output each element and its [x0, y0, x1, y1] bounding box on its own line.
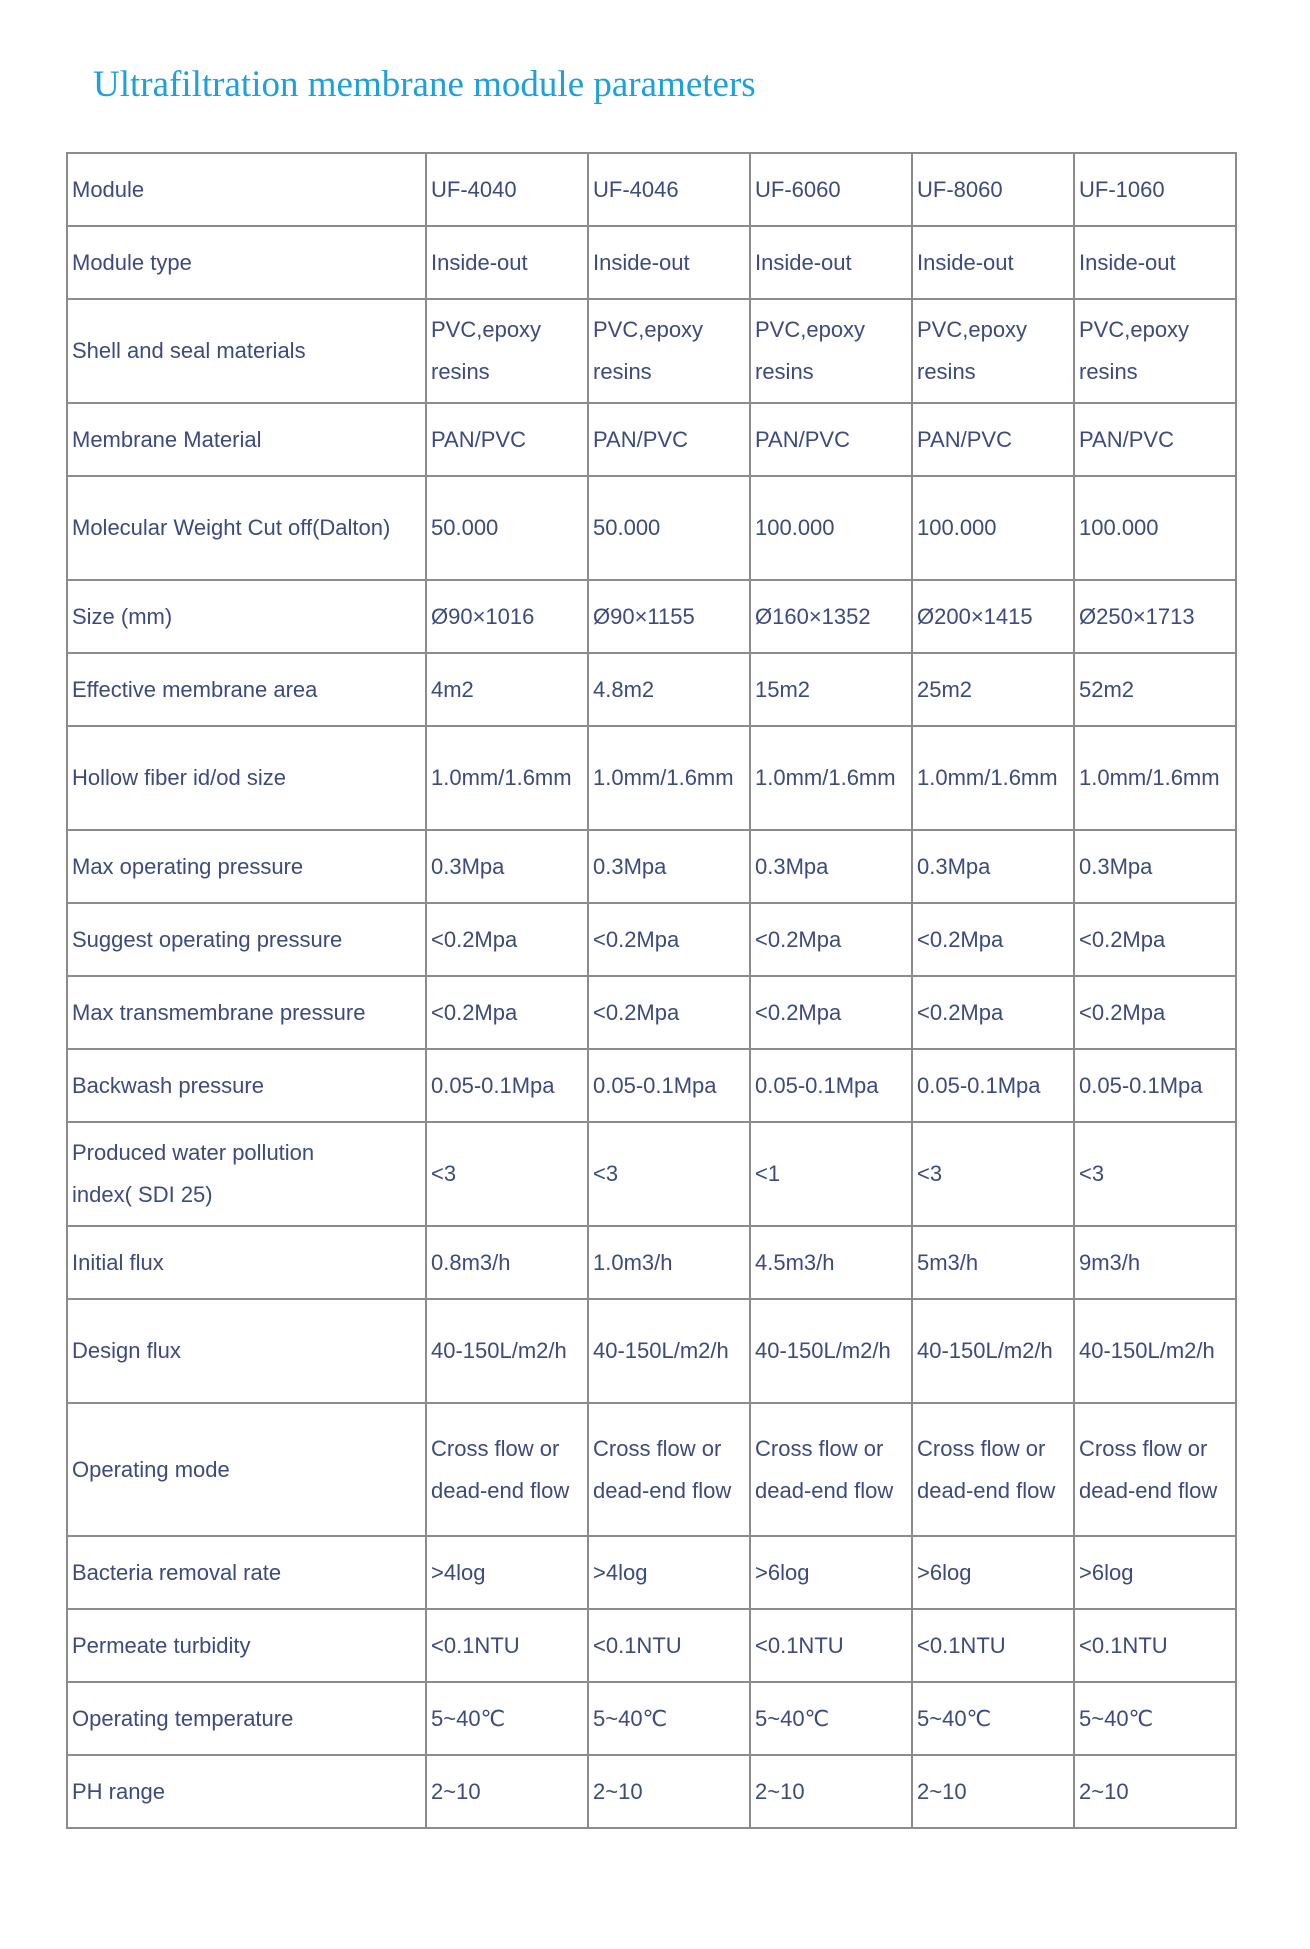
table-cell: PAN/PVC: [750, 403, 912, 476]
table-cell: Ø90×1155: [588, 580, 750, 653]
table-row: [67, 153, 1236, 226]
table-cell: PVC,epoxy resins: [750, 299, 912, 403]
table-cell: 1.0mm/1.6mm: [1074, 726, 1236, 830]
table-cell: 40-150L/m2/h: [1074, 1299, 1236, 1403]
row-label: Operating mode: [67, 1403, 426, 1536]
table-cell: >6log: [750, 1536, 912, 1609]
table-cell: 5~40℃: [426, 1682, 588, 1755]
table-cell: PAN/PVC: [912, 403, 1074, 476]
table-row: [67, 1122, 1236, 1226]
table-cell: <0.1NTU: [912, 1609, 1074, 1682]
table-cell: UF-8060: [912, 153, 1074, 226]
row-label: Design flux: [67, 1299, 426, 1403]
table-cell: Inside-out: [588, 226, 750, 299]
table-cell: 50.000: [426, 476, 588, 580]
table-cell: 0.05-0.1Mpa: [1074, 1049, 1236, 1122]
table-cell: 2~10: [426, 1755, 588, 1828]
table-cell: 1.0mm/1.6mm: [426, 726, 588, 830]
table-cell: <1: [750, 1122, 912, 1226]
table-row: [67, 226, 1236, 299]
table-cell: 52m2: [1074, 653, 1236, 726]
row-label: Shell and seal materials: [67, 299, 426, 403]
table-cell: <0.1NTU: [426, 1609, 588, 1682]
table-row: [67, 1299, 1236, 1403]
table-cell: 0.3Mpa: [588, 830, 750, 903]
row-label: Hollow fiber id/od size: [67, 726, 426, 830]
table-cell: <0.2Mpa: [750, 903, 912, 976]
table-cell: <3: [912, 1122, 1074, 1226]
table-row: [67, 1536, 1236, 1609]
table-cell: Cross flow or dead-end flow: [750, 1403, 912, 1536]
table-row: [67, 903, 1236, 976]
table-cell: 0.3Mpa: [1074, 830, 1236, 903]
table-cell: <0.2Mpa: [588, 903, 750, 976]
table-cell: Inside-out: [750, 226, 912, 299]
page-title: Ultrafiltration membrane module parameters: [93, 64, 756, 105]
table-row: [67, 976, 1236, 1049]
table-cell: UF-1060: [1074, 153, 1236, 226]
table-cell: 2~10: [588, 1755, 750, 1828]
table-row: [67, 726, 1236, 830]
row-label: Bacteria removal rate: [67, 1536, 426, 1609]
table-cell: UF-4046: [588, 153, 750, 226]
row-label: Operating temperature: [67, 1682, 426, 1755]
table-cell: >4log: [588, 1536, 750, 1609]
table-cell: <0.1NTU: [750, 1609, 912, 1682]
table-row: [67, 1755, 1236, 1828]
table-cell: 5~40℃: [588, 1682, 750, 1755]
table-cell: Ø90×1016: [426, 580, 588, 653]
table-cell: 0.8m3/h: [426, 1226, 588, 1299]
table-cell: >4log: [426, 1536, 588, 1609]
table-cell: 1.0mm/1.6mm: [750, 726, 912, 830]
table-cell: 15m2: [750, 653, 912, 726]
row-label: Module: [67, 153, 426, 226]
table-cell: 40-150L/m2/h: [912, 1299, 1074, 1403]
table-cell: Inside-out: [1074, 226, 1236, 299]
table-cell: <0.2Mpa: [912, 903, 1074, 976]
table-cell: 4.8m2: [588, 653, 750, 726]
parameters-table: [66, 152, 1237, 1829]
table-row: [67, 403, 1236, 476]
table-row: [67, 1682, 1236, 1755]
row-label: PH range: [67, 1755, 426, 1828]
table-cell: 9m3/h: [1074, 1226, 1236, 1299]
table-cell: 1.0mm/1.6mm: [912, 726, 1074, 830]
table-cell: <0.2Mpa: [750, 976, 912, 1049]
table-cell: 1.0m3/h: [588, 1226, 750, 1299]
row-label: Effective membrane area: [67, 653, 426, 726]
table-cell: 100.000: [912, 476, 1074, 580]
table-cell: Cross flow or dead-end flow: [1074, 1403, 1236, 1536]
table-row: [67, 580, 1236, 653]
table-row: [67, 1403, 1236, 1536]
table-cell: Cross flow or dead-end flow: [912, 1403, 1074, 1536]
table-cell: PVC,epoxy resins: [1074, 299, 1236, 403]
table-cell: 40-150L/m2/h: [426, 1299, 588, 1403]
row-label: Membrane Material: [67, 403, 426, 476]
table-row: [67, 1226, 1236, 1299]
row-label: Backwash pressure: [67, 1049, 426, 1122]
table-row: [67, 1049, 1236, 1122]
table-cell: 1.0mm/1.6mm: [588, 726, 750, 830]
table-cell: Inside-out: [426, 226, 588, 299]
table-cell: UF-6060: [750, 153, 912, 226]
table-cell: >6log: [912, 1536, 1074, 1609]
table-cell: <3: [426, 1122, 588, 1226]
table-cell: <0.2Mpa: [912, 976, 1074, 1049]
table-cell: PAN/PVC: [1074, 403, 1236, 476]
table-cell: 0.05-0.1Mpa: [912, 1049, 1074, 1122]
table-cell: <0.1NTU: [1074, 1609, 1236, 1682]
table-cell: 50.000: [588, 476, 750, 580]
table-cell: 5~40℃: [1074, 1682, 1236, 1755]
table-cell: 2~10: [912, 1755, 1074, 1828]
table-cell: 0.3Mpa: [426, 830, 588, 903]
table-cell: Cross flow or dead-end flow: [426, 1403, 588, 1536]
table-cell: <0.2Mpa: [1074, 976, 1236, 1049]
table-cell: PVC,epoxy resins: [426, 299, 588, 403]
table-cell: 0.3Mpa: [750, 830, 912, 903]
table-row: [67, 830, 1236, 903]
table-cell: 25m2: [912, 653, 1074, 726]
table-cell: <0.2Mpa: [426, 976, 588, 1049]
table-cell: 5~40℃: [912, 1682, 1074, 1755]
table-cell: 0.3Mpa: [912, 830, 1074, 903]
table-cell: Ø200×1415: [912, 580, 1074, 653]
row-label: Module type: [67, 226, 426, 299]
table-row: [67, 299, 1236, 403]
table-cell: <0.2Mpa: [588, 976, 750, 1049]
row-label: Permeate turbidity: [67, 1609, 426, 1682]
table-cell: Ø160×1352: [750, 580, 912, 653]
table-row: [67, 653, 1236, 726]
table-cell: 5~40℃: [750, 1682, 912, 1755]
table-cell: 0.05-0.1Mpa: [750, 1049, 912, 1122]
table-cell: 5m3/h: [912, 1226, 1074, 1299]
table-cell: 40-150L/m2/h: [750, 1299, 912, 1403]
table-cell: <0.2Mpa: [426, 903, 588, 976]
table-cell: Inside-out: [912, 226, 1074, 299]
table-cell: >6log: [1074, 1536, 1236, 1609]
table-cell: PVC,epoxy resins: [588, 299, 750, 403]
table-cell: Ø250×1713: [1074, 580, 1236, 653]
row-label: Max operating pressure: [67, 830, 426, 903]
table-cell: UF-4040: [426, 153, 588, 226]
row-label: Size (mm): [67, 580, 426, 653]
table-cell: <0.2Mpa: [1074, 903, 1236, 976]
table-row: [67, 476, 1236, 580]
table-cell: PAN/PVC: [588, 403, 750, 476]
table-cell: 100.000: [1074, 476, 1236, 580]
table-row: [67, 1609, 1236, 1682]
table-cell: 4m2: [426, 653, 588, 726]
table-cell: 2~10: [750, 1755, 912, 1828]
table-cell: <3: [1074, 1122, 1236, 1226]
table-cell: 40-150L/m2/h: [588, 1299, 750, 1403]
row-label: Molecular Weight Cut off(Dalton): [67, 476, 426, 580]
row-label: Max transmembrane pressure: [67, 976, 426, 1049]
table-cell: PAN/PVC: [426, 403, 588, 476]
parameters-table-body: [67, 153, 1236, 1828]
table-cell: 4.5m3/h: [750, 1226, 912, 1299]
table-cell: <0.1NTU: [588, 1609, 750, 1682]
table-cell: 2~10: [1074, 1755, 1236, 1828]
row-label: Suggest operating pressure: [67, 903, 426, 976]
table-cell: PVC,epoxy resins: [912, 299, 1074, 403]
table-cell: 100.000: [750, 476, 912, 580]
row-label: Produced water pollution index( SDI 25): [67, 1122, 426, 1226]
row-label: Initial flux: [67, 1226, 426, 1299]
table-cell: 0.05-0.1Mpa: [426, 1049, 588, 1122]
table-cell: Cross flow or dead-end flow: [588, 1403, 750, 1536]
table-cell: <3: [588, 1122, 750, 1226]
table-cell: 0.05-0.1Mpa: [588, 1049, 750, 1122]
